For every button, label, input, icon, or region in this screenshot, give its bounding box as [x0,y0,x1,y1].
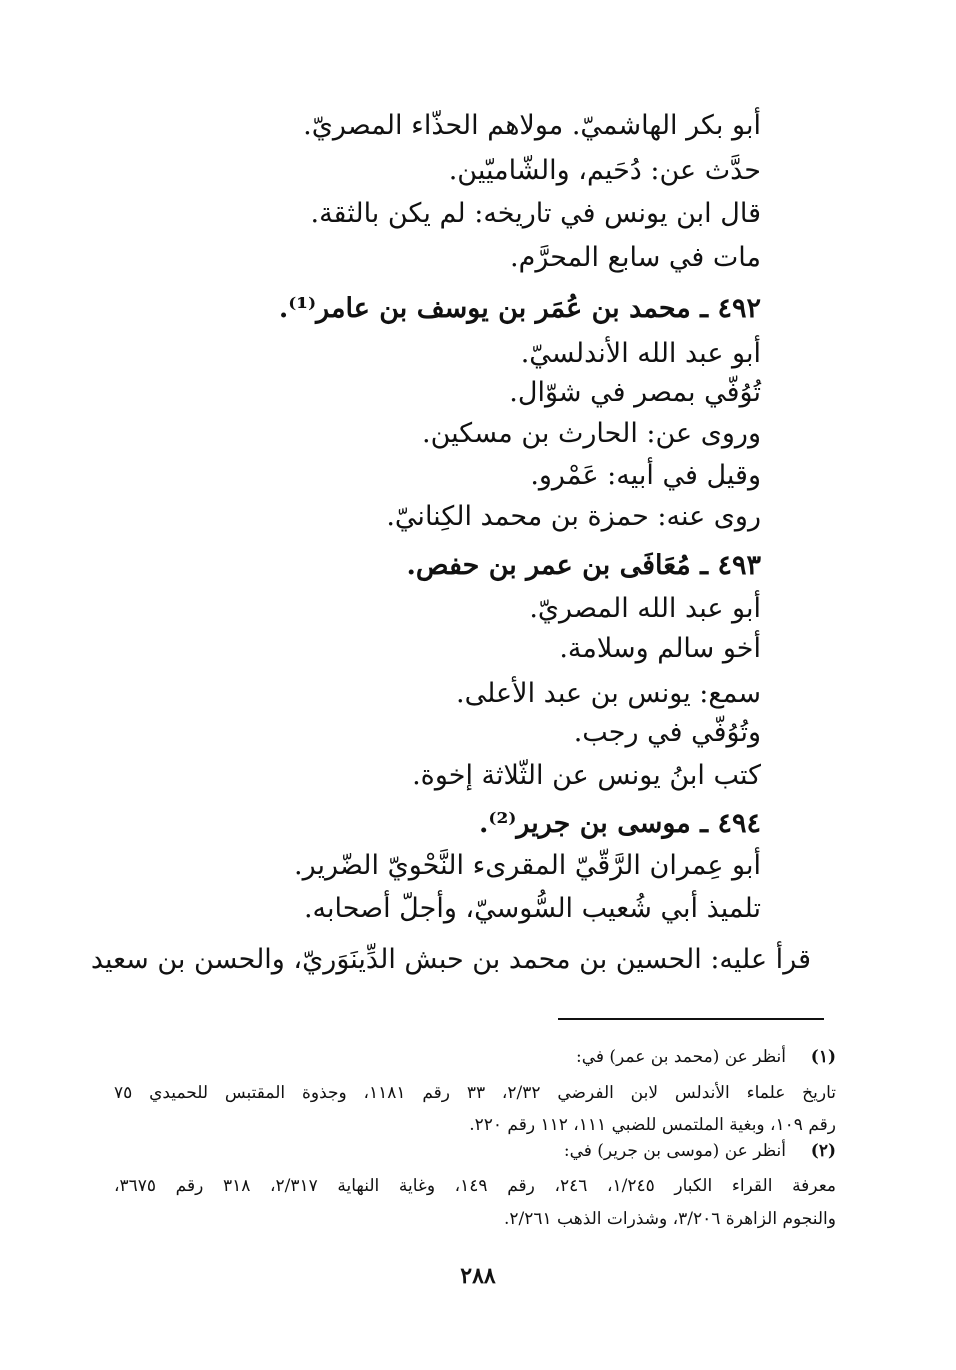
entry-heading-494: ٤٩٤ ـ موسى بن جرير⁽²⁾. [479,808,761,839]
text-line: سمع: يونس بن عبد الأعلى. [456,678,761,709]
text-line: أبو عِمران الرَّقّيّ المقرىء النَّحْويّ الضّرير. [293,850,761,881]
text-line: وتُوُفّي في رجب. [573,717,761,748]
text-line: أبو عبد الله الأندلسيّ. [520,338,761,369]
footnote-separator [558,1018,824,1020]
text-line: أبو بكر الهاشميّ. مولاهم الحذّاء المصريّ. [303,110,761,141]
footnote-number-2: (٢) [810,1141,836,1161]
page-number: ٢٨٨ [460,1263,496,1289]
footnote-2-intro: أنظر عن (موسى بن جرير) في: [563,1141,786,1161]
text-line: قرأ عليه: الحسين بن محمد بن حبش الدِّينَوَريّ، والحسن بن سعيد [90,944,811,975]
text-line: أبو عبد الله المصريّ. [529,593,761,624]
footnote-2-line: والنجوم الزاهرة ٣/٢٠٦، وشذرات الذهب ٢/٢٦١. [503,1209,836,1229]
text-line: قال ابن يونس في تاريخه: لم يكن بالثقة. [310,198,761,229]
text-line: روى عنه: حمزة بن محمد الكِنانيّ. [386,501,761,532]
text-line: تُوُفّي بمصر في شوّال. [509,377,761,408]
footnote-number-1: (١) [810,1047,836,1067]
text-line: كتب ابنُ يونس عن الثّلاثة إخوة. [412,760,761,791]
text-line: أخو سالم وسلامة. [559,633,761,664]
text-line: مات في سابع المحرَّم. [510,242,761,273]
entry-heading-492: ٤٩٢ ـ محمد بن عُمَر بن يوسف بن عامر⁽¹⁾. [278,293,761,324]
text-line: تلميذ أبي شُعيب السُّوسيّ، وأجلّ أصحابه. [303,893,761,924]
text-line: وقيل في أبيه: عَمْرو. [530,460,761,491]
text-line: وروى عن: الحارث بن مسكين. [422,418,761,449]
footnote-2-line: معرفة القراء الكبار ١/٢٤٥، ٢٤٦، رقم ١٤٩، وغاية النهاية ٢/٣١٧، ٣١٨ رقم ٣٦٧٥، [114,1176,836,1196]
footnote-1-intro: أنظر عن (محمد بن عمر) في: [575,1047,786,1067]
text-line: حدَّث عن: دُحَيم، والشّاميّين. [448,155,761,186]
entry-heading-493: ٤٩٣ ـ مُعَافَى بن عمر بن حفص. [406,550,761,581]
footnote-1-line: رقم ١٠٩، وبغية الملتمس للضبي ١١١، ١١٢ رقم ٢٢٠. [469,1115,836,1135]
footnote-1-line: تاريخ علماء الأندلس لابن الفرضي ٢/٣٢، ٣٣ رقم ١١٨١، وجذوة المقتبس للحميدي ٧٥ [114,1083,837,1103]
